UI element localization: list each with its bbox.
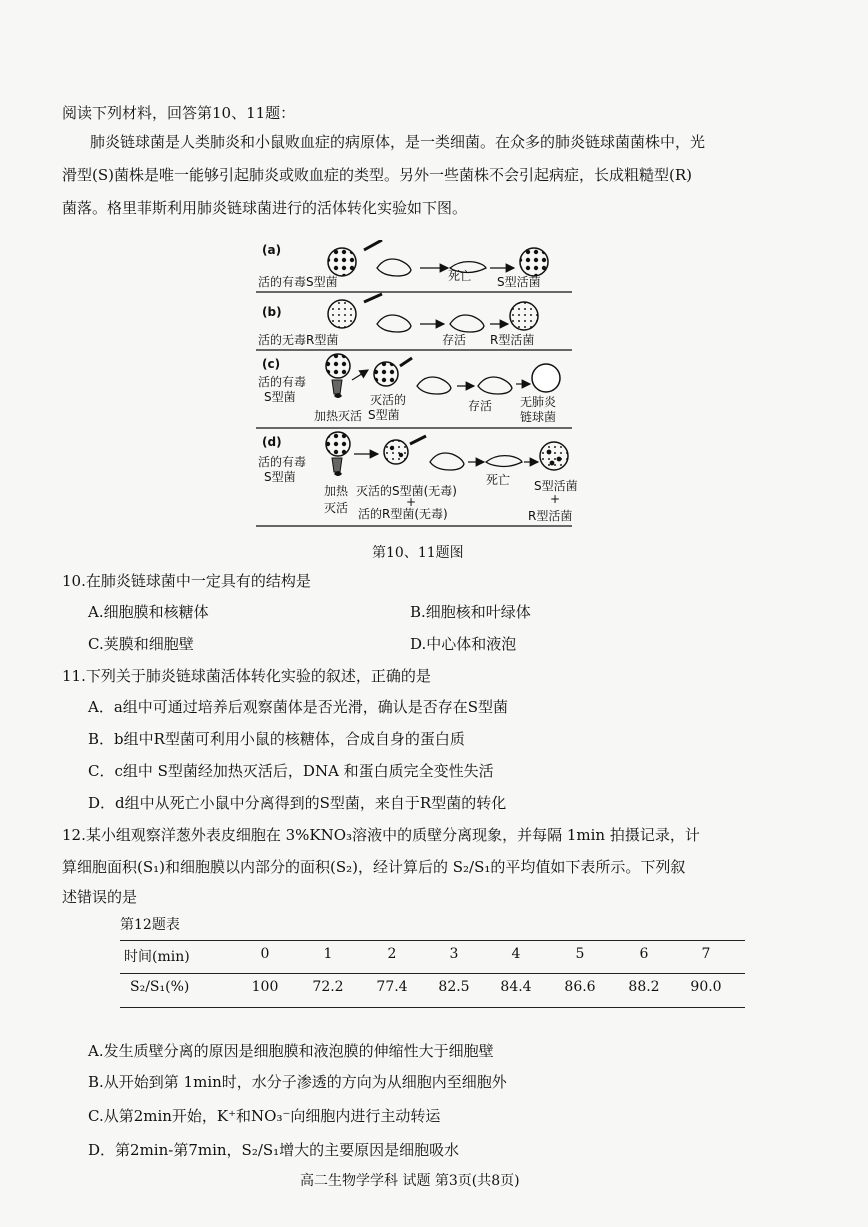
r-colony-plate-icon (510, 302, 538, 330)
table-title: 第12题表 (120, 917, 180, 933)
q11-option-c[interactable]: C．c组中 S型菌经加热灭活后，DNA 和蛋白质完全变性失活 (88, 762, 494, 780)
value-cell: 88.2 (628, 979, 660, 995)
panel-d-plus: + (406, 495, 417, 509)
q12-option-b[interactable]: B.从开始到第 1min时，水分子渗透的方向为从细胞内至细胞外 (88, 1073, 507, 1091)
time-cell: 7 (701, 946, 711, 962)
q11-option-d[interactable]: D．d组中从死亡小鼠中分离得到的S型菌，来自于R型菌的转化 (88, 794, 507, 812)
r-strain-plate-icon (328, 300, 356, 328)
value-cell: 100 (251, 979, 279, 995)
q12-option-d[interactable]: D．第2min-第7min，S₂/S₁增大的主要原因是细胞吸水 (88, 1141, 460, 1159)
time-cell: 5 (575, 946, 585, 962)
panel-c-source-line1: 活的有毒 (258, 375, 307, 389)
panel-c-tag: (c) (262, 357, 281, 371)
figure-caption: 第10、11题图 (372, 545, 464, 561)
q12-stem-line1: 12.某小组观察洋葱外表皮细胞在 3%KNO₃溶液中的质壁分离现象，并每隔 1min 拍摄记录，计 (62, 826, 700, 844)
panel-d-source-line1: 活的有毒 (258, 455, 307, 469)
time-cell: 6 (639, 946, 649, 962)
syringe-icon (364, 294, 382, 302)
value-cell: 82.5 (438, 979, 470, 995)
panel-c-source-line2: S型菌 (264, 390, 296, 404)
syringe-icon (400, 358, 412, 366)
s-colony-plate-icon (520, 248, 548, 276)
killed-s-plate-icon (374, 362, 398, 386)
panel-c-outcome-line1: 无肺炎 (520, 395, 557, 409)
panel-d-mix-line2: 活的R型菌(无毒) (358, 507, 448, 521)
panel-d-source-line2: S型菌 (264, 470, 296, 484)
value-cell: 86.6 (564, 979, 596, 995)
q12-stem-line2: 算细胞面积(S₁)和细胞膜以内部分的面积(S₂)，经计算后的 S₂/S₁的平均值如下表所示。下列叙 (62, 858, 686, 876)
panel-a-source: 活的有毒S型菌 (258, 275, 338, 289)
living-mouse-icon (478, 377, 512, 394)
mixed-plate-icon (384, 440, 408, 464)
mouse-icon (430, 453, 464, 470)
heat-tube-icon (332, 380, 342, 394)
s-strain-plate-icon (326, 432, 350, 456)
q11-stem: 11.下列关于肺炎链球菌活体转化实验的叙述，正确的是 (62, 667, 431, 685)
griffith-experiment-figure (252, 240, 582, 540)
panel-a-outcome: S型活菌 (497, 275, 541, 289)
table-header-ratio: S₂/S₁(%) (130, 979, 190, 995)
q12-option-c[interactable]: C.从第2min开始，K⁺和NO₃⁻向细胞内进行主动转运 (88, 1107, 441, 1125)
panel-c (256, 354, 572, 428)
value-cell: 90.0 (690, 979, 722, 995)
value-cell: 77.4 (376, 979, 408, 995)
mixed-colony-plate-icon (540, 442, 568, 470)
q10-option-d[interactable]: D.中心体和液泡 (410, 635, 517, 653)
panel-b-outcome: R型活菌 (490, 333, 535, 347)
q12-stem-line3: 述错误的是 (62, 888, 138, 906)
time-cell: 1 (323, 946, 333, 962)
panel-d (256, 432, 578, 526)
panel-d-outcome-plus: + (550, 492, 561, 506)
panel-b-source: 活的无毒R型菌 (258, 333, 339, 347)
time-cell: 3 (449, 946, 459, 962)
panel-c-killed-line1: 灭活的 (370, 393, 407, 407)
panel-b (256, 294, 572, 350)
page-footer: 高二生物学学科 试题 第3页(共8页) (300, 1173, 520, 1189)
mouse-icon (377, 259, 411, 276)
panel-c-result: 存活 (468, 399, 493, 413)
s-strain-plate-icon (326, 354, 350, 378)
q11-option-b[interactable]: B．b组中R型菌可利用小鼠的核糖体，合成自身的蛋白质 (88, 730, 465, 748)
panel-a-tag: (a) (262, 243, 282, 257)
value-cell: 84.4 (500, 979, 532, 995)
panel-d-outcome-line1: S型活菌 (534, 479, 578, 493)
panel-b-tag: (b) (262, 305, 282, 319)
q12-option-a[interactable]: A.发生质壁分离的原因是细胞膜和液泡膜的伸缩性大于细胞壁 (88, 1042, 494, 1060)
heat-tube-icon (332, 458, 342, 472)
time-cell: 2 (387, 946, 397, 962)
panel-b-result: 存活 (442, 333, 467, 347)
panel-c-outcome-line2: 链球菌 (520, 410, 557, 424)
time-cell: 0 (260, 946, 270, 962)
intro-line-1: 肺炎链球菌是人类肺炎和小鼠败血症的病原体，是一类细菌。在众多的肺炎链球菌菌株中，光 (90, 133, 706, 151)
panel-c-killed-line2: S型菌 (368, 408, 400, 422)
panel-d-tag: (d) (262, 435, 282, 449)
dead-mouse-icon (486, 456, 522, 467)
panel-a (256, 240, 572, 292)
q10-stem: 10.在肺炎链球菌中一定具有的结构是 (62, 572, 311, 590)
table-header-time: 时间(min) (124, 949, 190, 965)
section-heading: 阅读下列材料，回答第10、11题： (62, 104, 296, 122)
panel-a-result: 死亡 (448, 269, 473, 283)
q10-option-c[interactable]: C.荚膜和细胞壁 (88, 635, 194, 653)
value-cell: 72.2 (312, 979, 344, 995)
syringe-icon (364, 240, 382, 250)
panel-c-heat: 加热灭活 (314, 409, 363, 423)
panel-d-heat-line1: 加热 (324, 484, 349, 498)
mouse-icon (417, 377, 451, 394)
s-strain-plate-icon (328, 248, 356, 276)
intro-line-3: 菌落。格里菲斯利用肺炎链球菌进行的活体转化实验如下图。 (62, 199, 468, 217)
time-cell: 4 (511, 946, 521, 962)
living-mouse-icon (450, 315, 484, 332)
syringe-icon (410, 436, 426, 444)
q10-option-b[interactable]: B.细胞核和叶绿体 (410, 603, 531, 621)
panel-d-result: 死亡 (486, 473, 511, 487)
q10-option-a[interactable]: A.细胞膜和核糖体 (88, 603, 209, 621)
panel-d-outcome-line2: R型活菌 (528, 509, 573, 523)
empty-plate-icon (532, 364, 560, 392)
mouse-icon (377, 315, 411, 332)
panel-d-heat-line2: 灭活 (324, 501, 349, 515)
q11-option-a[interactable]: A．a组中可通过培养后观察菌体是否光滑，确认是否存在S型菌 (88, 698, 509, 716)
intro-line-2: 滑型(S)菌株是唯一能够引起肺炎或败血症的类型。另外一些菌株不会引起病症，长成粗糙型(R) (62, 166, 692, 184)
panel-d-mix-line1: 灭活的S型菌(无毒) (356, 484, 457, 498)
